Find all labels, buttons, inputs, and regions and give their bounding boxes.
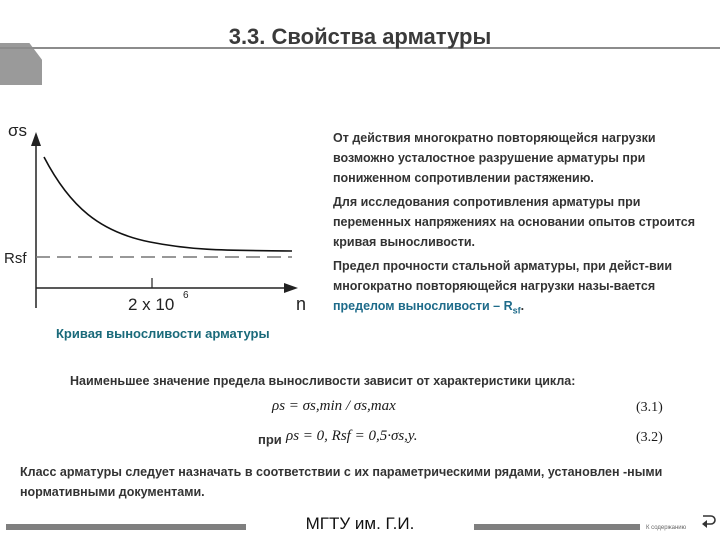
formula-condition-word: при — [258, 432, 282, 447]
page-title: 3.3. Свойства арматуры — [228, 24, 492, 49]
y-axis-symbol: σs — [8, 121, 27, 140]
return-arrow-icon[interactable] — [700, 512, 716, 530]
formula-3-1: ρs = σs,min / σs,max — [272, 398, 396, 414]
formula-3-2: ρs = 0, Rsf = 0,5·σs,y. — [286, 428, 418, 444]
formula-3-2-number: (3.2) — [636, 430, 663, 445]
footer-organization: МГТУ им. Г.И. — [305, 514, 415, 533]
endurance-curve — [44, 157, 292, 251]
paragraph-endurance-limit — [333, 256, 713, 321]
paragraph-endurance-text: Предел прочности стальной арматуры, при дейст-вии многократно повторяющейся нагрузки назы-вается — [333, 259, 673, 293]
tick-exponent: 6 — [183, 290, 189, 301]
x-axis-arrow — [284, 283, 298, 293]
rsf-symbol: – R — [489, 299, 513, 313]
endurance-curve-diagram — [0, 112, 320, 322]
paragraph-fatigue: От действия многократно повторяющейся нагрузки возможно усталостное разрушение арматуры при пониженном сопротивлении растяжению. — [333, 131, 656, 185]
closing-paragraph: Класс арматуры следует назначать в соответствии с их параметрическими рядами, установлен -ными нормативными документами. — [20, 465, 663, 499]
endurance-limit-term: пределом выносливости — [333, 299, 490, 313]
rsf-subscript: sf — [512, 305, 521, 316]
cycle-note: Наименьшее значение предела выносливости зависит от характеристики цикла: — [70, 374, 576, 388]
rsf-label: Rsf — [4, 250, 27, 267]
formula-3-1-number: (3.1) — [636, 400, 663, 415]
contents-link[interactable]: К содержанию — [646, 525, 687, 531]
paragraph-curve: Для исследования сопротивления арматуры при переменных напряжениях на основании опытов строится кривая выносливости. — [333, 195, 696, 249]
y-axis-arrow — [31, 132, 41, 146]
x-axis-label: n — [296, 294, 307, 314]
tick-label: 2 x 10 — [128, 295, 175, 314]
diagram-caption: Кривая выносливости арматуры — [56, 326, 270, 341]
paragraph-end-dot: . — [520, 299, 525, 313]
